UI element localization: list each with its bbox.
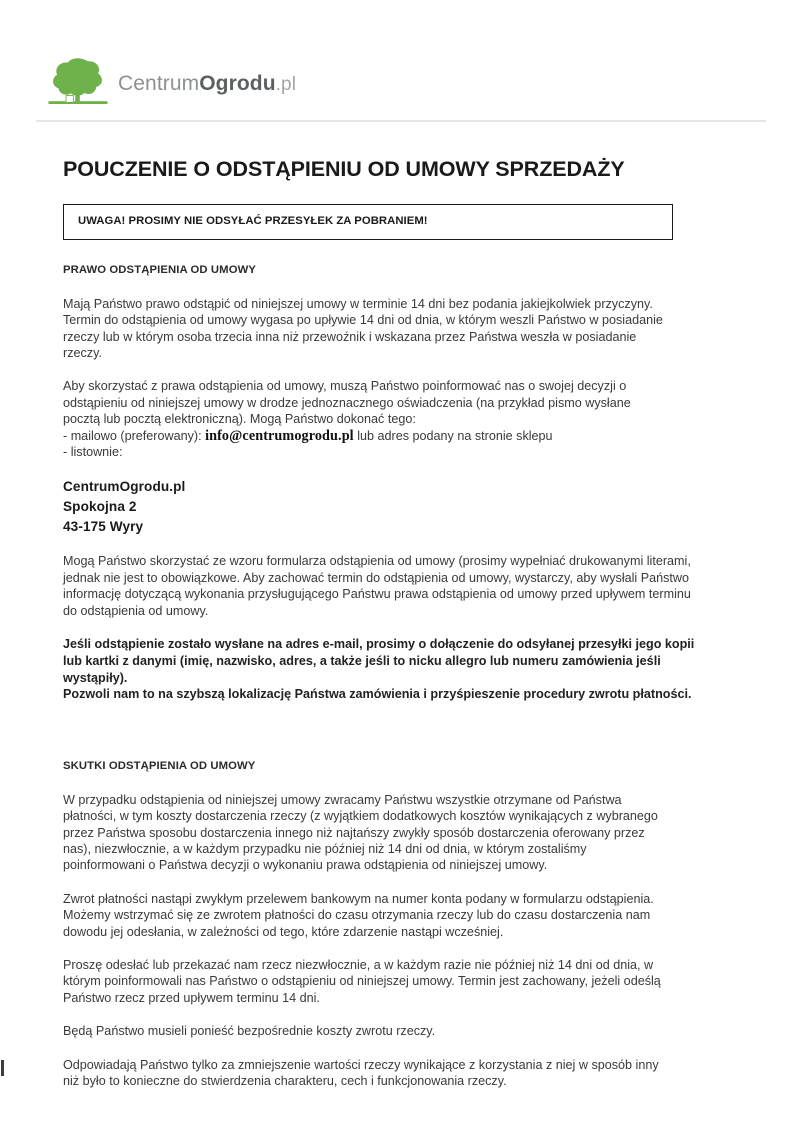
warning-notice-box	[63, 204, 673, 241]
paragraph-skutki-1	[63, 792, 723, 874]
paragraph-skutki-5	[63, 1057, 723, 1090]
page-header	[0, 0, 800, 122]
section-heading-prawo: PRAWO ODSTĄPIENIA OD UMOWY	[63, 264, 256, 277]
document-content	[63, 157, 723, 1090]
paragraph-line: przez Państwa sposobu dostarczenia innego niż najtańszy zwykły sposób dostarczenia oferowany przez	[63, 825, 645, 840]
paragraph-line: Aby skorzystać z prawa odstąpienia od umowy, muszą Państwo poinformować nas o swojej decyzji o	[63, 379, 627, 394]
paragraph-prawo-3	[63, 553, 723, 619]
logo-wordmark	[118, 73, 296, 94]
paragraph-line: Mają Państwo prawo odstąpić od niniejszej umowy w terminie 14 dni bez podania jakiejkolwiek przyczyny.	[63, 296, 653, 311]
contact-line-email	[63, 428, 723, 444]
paragraph-line: niż było to konieczne do stwierdzenia charakteru, cech i funkcjonowania rzeczy.	[63, 1074, 507, 1089]
paragraph-line: rzeczy lub w którym osoba trzecia inna niż przewoźnik i wskazana przez Państwa weszła w posiadanie	[63, 329, 637, 344]
paragraph-line: W przypadku odstąpienia od niniejszej umowy zwracamy Państwu wszystkie otrzymane od Państwa	[63, 792, 622, 807]
paragraph-line: Będą Państwo musieli ponieść bezpośrednie koszty zwrotu rzeczy.	[63, 1024, 436, 1039]
site-logo[interactable]	[47, 56, 296, 108]
paragraph-line: Odpowiadają Państwo tylko za zmniejszenie wartości rzeczy wynikające z korzystania z niej w sposób inny	[63, 1057, 659, 1072]
address-line-city: 43-175 Wyry	[63, 519, 144, 535]
paragraph-prawo-2	[63, 378, 723, 460]
paragraph-line: nas), niezwłocznie, a w każdym przypadku nie później niż 14 dni od dnia, w którym zostaliśmy	[63, 842, 587, 857]
paragraph-line: dowodu jej odesłania, w zależności od tego, które zdarzenie nastąpi wcześniej.	[63, 924, 504, 939]
section-spacer	[63, 720, 723, 760]
paragraph-line: Zwrot płatności nastąpi zwykłym przelewem bankowym na numer konta podany w formularzu odstąpienia.	[63, 891, 654, 906]
tree-logo-icon	[47, 56, 109, 108]
scan-edge-artifact	[1, 1060, 4, 1076]
paragraph-line: Termin do odstąpienia od umowy wygasa po upływie 14 dni od dnia, w którym weszli Państwo w posiadanie	[63, 313, 663, 328]
paragraph-line: informację dotyczącą wykonania przysługującego Państwu prawa odstąpienia od umowy przed upływem terminu	[63, 587, 691, 602]
paragraph-line: odstąpieniu od niniejszej umowy w drodze jednoznacznego oświadczenia (na przykład pismo wysłane	[63, 395, 631, 410]
contact-email-address[interactable]: info@centrumogrodu.pl	[205, 427, 354, 444]
page-title: POUCZENIE O ODSTĄPIENIU OD UMOWY SPRZEDAŻY	[63, 157, 625, 181]
contact-line-post: - listownie:	[63, 445, 123, 460]
contact-email-prefix: - mailowo (preferowany):	[63, 428, 206, 443]
logo-brand-ogrodu: Ogrodu	[199, 71, 276, 95]
paragraph-line: pocztą lub pocztą elektroniczną). Mogą Państwo dokonać tego:	[63, 412, 416, 427]
contact-email-suffix: lub adres podany na stronie sklepu	[353, 428, 553, 443]
paragraph-line: Państwo rzecz przed upływem terminu 14 dni.	[63, 990, 320, 1005]
paragraph-line: Mogą Państwo skorzystać ze wzoru formularza odstąpienia od umowy (prosimy wypełniać drukowanymi literami,	[63, 554, 691, 569]
paragraph-skutki-3	[63, 957, 723, 1006]
paragraph-skutki-2	[63, 891, 723, 940]
section-heading-skutki: SKUTKI ODSTĄPIENIA OD UMOWY	[63, 760, 256, 773]
paragraph-skutki-4	[63, 1023, 723, 1039]
paragraph-line: płatności, w tym koszty dostarczenia rzeczy (z wyjątkiem dodatkowych kosztów wynikających z wybranego	[63, 809, 658, 824]
paragraph-prawo-1	[63, 296, 723, 362]
paragraph-line: lub kartki z danymi (imię, nazwisko, adres, a także jeśli to nicku allegro lub numeru zamówienia jeśli wystąpiły).	[63, 653, 661, 685]
paragraph-line: Proszę odesłać lub przekazać nam rzecz niezwłocznie, a w każdym razie nie później niż 14 dni od dnia, w	[63, 958, 654, 973]
paragraph-line: Pozwoli nam to na szybszą lokalizację Państwa zamówienia i przyśpieszenie procedury zwrotu płatności.	[63, 687, 692, 702]
paragraph-prawo-emphasis	[63, 636, 723, 703]
paragraph-line: jednak nie jest to obowiązkowe. Aby zachować termin do odstąpienia od umowy, wystarczy, aby wysłali Państwo	[63, 570, 690, 585]
address-line-street: Spokojna 2	[63, 499, 137, 515]
logo-brand-tld: .pl	[275, 73, 297, 95]
paragraph-line: poinformowani o Państwa decyzji o wykonaniu prawa odstąpienia od niniejszej umowy.	[63, 858, 548, 873]
paragraph-line: którym poinformowali nas Państwo o odstąpieniu od niniejszej umowy. Termin jest zachowany, jeżeli odeślą	[63, 974, 661, 989]
address-line-company: CentrumOgrodu.pl	[63, 479, 186, 495]
paragraph-line: Możemy wstrzymać się ze zwrotem płatności do czasu otrzymania rzeczy lub do czasu dostarczenia nam	[63, 908, 651, 923]
header-divider	[36, 120, 766, 122]
postal-address-block	[63, 477, 723, 537]
logo-brand-centrum: Centrum	[118, 71, 200, 95]
paragraph-line: rzeczy.	[63, 346, 102, 361]
paragraph-line: do odstąpienia od umowy.	[63, 603, 209, 618]
paragraph-line: Jeśli odstąpienie zostało wysłane na adres e-mail, prosimy o dołączenie do odsyłanej przesyłki jego kopii	[63, 637, 695, 652]
warning-notice-text: UWAGA! PROSIMY NIE ODSYŁAĆ PRZESYŁEK ZA POBRANIEM!	[78, 214, 428, 227]
